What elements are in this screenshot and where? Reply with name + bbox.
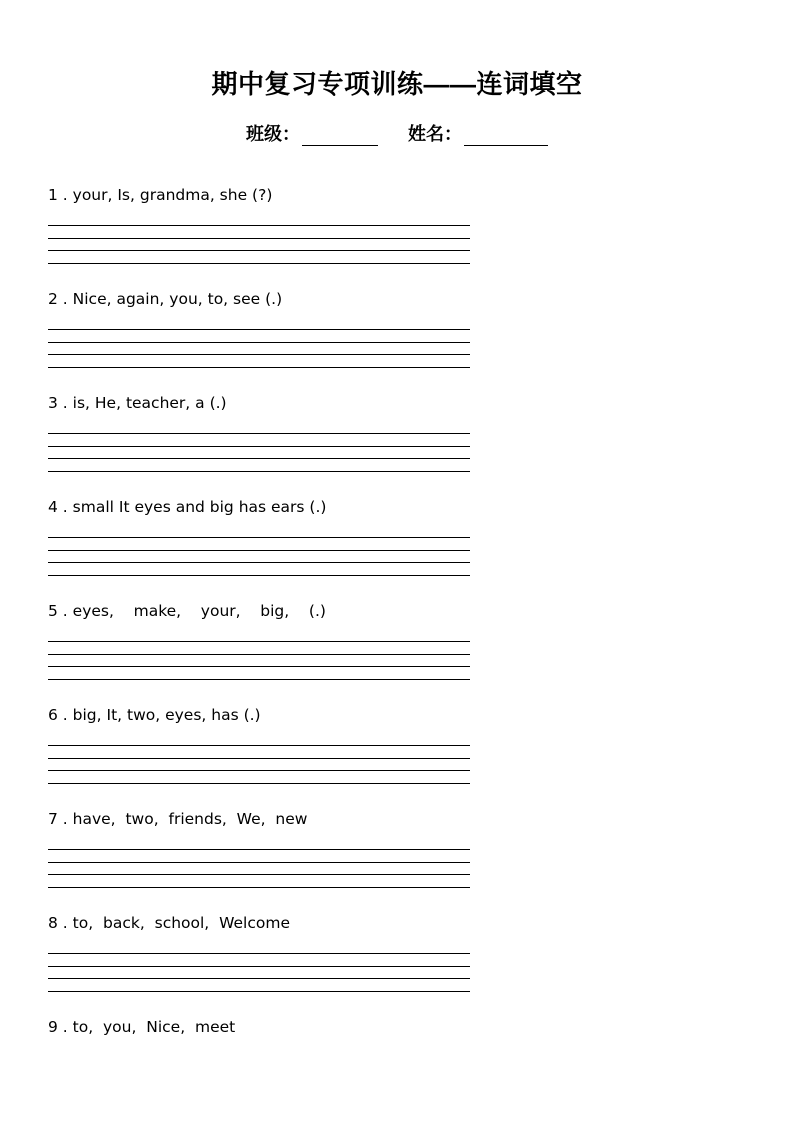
question-number: 6 .: [48, 706, 68, 724]
answer-line: [48, 433, 470, 434]
question-number: 8 .: [48, 914, 68, 932]
question-item: [48, 288, 470, 392]
answer-line: [48, 550, 470, 551]
answer-line: [48, 263, 470, 264]
answer-line: [48, 991, 470, 992]
answer-line: [48, 679, 470, 680]
answer-line: [48, 329, 470, 330]
answer-line: [48, 367, 470, 368]
answer-line: [48, 783, 470, 784]
answer-line: [48, 225, 470, 226]
question-words: small It eyes and big has ears (.): [72, 498, 327, 516]
question-item: [48, 392, 470, 496]
question-item: [48, 600, 470, 704]
question-prompt: [48, 1016, 470, 1038]
answer-line: [48, 354, 470, 355]
answer-line: [48, 446, 470, 447]
question-prompt: [48, 808, 470, 830]
answer-line: [48, 849, 470, 850]
student-info-row: [0, 120, 794, 146]
question-number: 7 .: [48, 810, 68, 828]
answer-line: [48, 250, 470, 251]
answer-line: [48, 238, 470, 239]
answer-line: [48, 953, 470, 954]
name-blank[interactable]: [464, 127, 548, 146]
answer-line: [48, 887, 470, 888]
question-item: [48, 704, 470, 808]
question-number: 1 .: [48, 186, 68, 204]
answer-line: [48, 978, 470, 979]
question-words: big, It, two, eyes, has (.): [72, 706, 261, 724]
answer-line: [48, 745, 470, 746]
question-words: is, He, teacher, a (.): [72, 394, 227, 412]
answer-lines[interactable]: [48, 225, 470, 275]
question-prompt: [48, 392, 470, 414]
question-words: Nice, again, you, to, see (.): [72, 290, 283, 308]
question-item: [48, 184, 470, 288]
answer-lines[interactable]: [48, 953, 470, 1003]
class-blank[interactable]: [302, 127, 378, 146]
answer-lines[interactable]: [48, 329, 470, 379]
answer-line: [48, 342, 470, 343]
question-words: to, you, Nice, meet: [72, 1018, 236, 1036]
question-item: [48, 496, 470, 600]
question-prompt: [48, 912, 470, 934]
question-words: your, Is, grandma, she (?): [72, 186, 273, 204]
question-words: to, back, school, Welcome: [72, 914, 290, 932]
answer-line: [48, 666, 470, 667]
answer-lines[interactable]: [48, 849, 470, 899]
question-prompt: [48, 600, 470, 622]
answer-line: [48, 874, 470, 875]
answer-lines[interactable]: [48, 745, 470, 795]
question-words: eyes, make, your, big, (.): [72, 602, 326, 620]
answer-line: [48, 770, 470, 771]
question-item: [48, 1016, 470, 1120]
answer-lines[interactable]: [48, 433, 470, 483]
question-prompt: [48, 288, 470, 310]
answer-line: [48, 537, 470, 538]
question-item: [48, 808, 470, 912]
name-label: 姓名：: [408, 124, 462, 144]
question-number: 4 .: [48, 498, 68, 516]
answer-line: [48, 471, 470, 472]
question-number: 3 .: [48, 394, 68, 412]
answer-line: [48, 458, 470, 459]
class-label: 班级：: [246, 124, 300, 144]
question-number: 2 .: [48, 290, 68, 308]
answer-line: [48, 862, 470, 863]
answer-line: [48, 654, 470, 655]
name-field: [408, 120, 548, 146]
answer-line: [48, 966, 470, 967]
answer-line: [48, 758, 470, 759]
class-field: [246, 120, 378, 146]
question-number: 5 .: [48, 602, 68, 620]
answer-lines[interactable]: [48, 537, 470, 587]
answer-line: [48, 562, 470, 563]
worksheet-title: 期中复习专项训练——连词填空: [211, 69, 583, 99]
question-list: [48, 184, 470, 1120]
question-prompt: [48, 704, 470, 726]
question-number: 9 .: [48, 1018, 68, 1036]
question-words: have, two, friends, We, new: [72, 810, 308, 828]
answer-line: [48, 575, 470, 576]
answer-lines[interactable]: [48, 641, 470, 691]
question-item: [48, 912, 470, 1016]
question-prompt: [48, 184, 470, 206]
question-prompt: [48, 496, 470, 518]
answer-line: [48, 641, 470, 642]
